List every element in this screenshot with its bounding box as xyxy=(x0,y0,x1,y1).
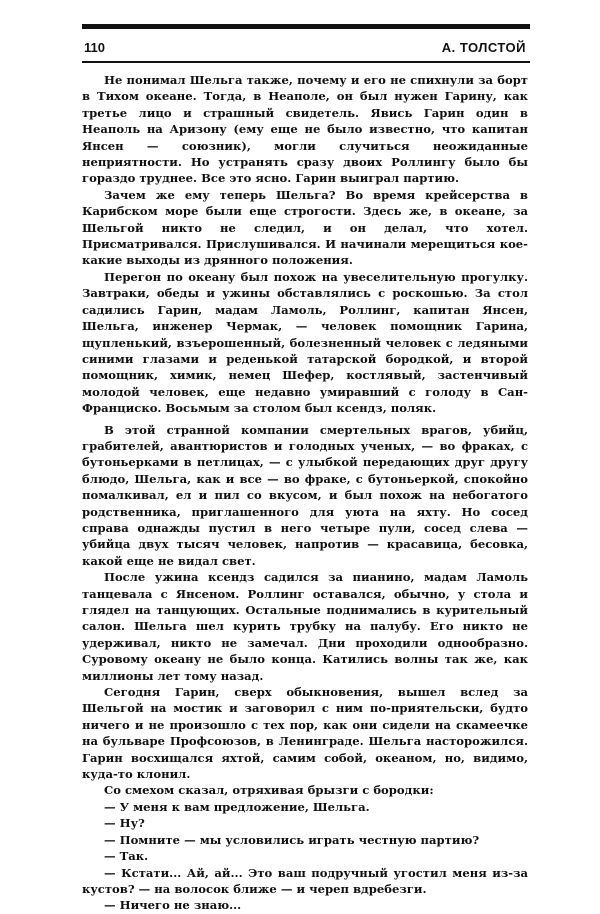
header-rule xyxy=(82,61,530,63)
dialogue-line: — У меня к вам предложение, Шельга. xyxy=(104,799,370,814)
dialogue-line: — Ничего не знаю... xyxy=(104,898,242,913)
dialogue-line: — Кстати... Ай, ай... Это ваш подручный угостил меня из-за кустов? — на волосок ближе — и череп вдребезги. xyxy=(82,865,528,896)
paragraph: Перегон по океану был похож на увеселительную прогулку. Завтраки, обеды и ужины обставлялись с роскошью. За стол садились Гарин, мадам Ламоль, Роллинг, капитан Янсен, Шельга, инженер Чермак, — человек помощник Гарина, щупленький, взъерошенный, болезненный человек с ледяными синими глазами и реденькой татарской бородкой, и второй помощник, химик, немец Шефер, костлявый, застенчивый молодой человек, еще недавно умиравший с голоду в Сан-Франциско. Восьмым за столом был ксендз, поляк. xyxy=(82,269,528,416)
dialogue-line: — Помните — мы условились играть честную партию? xyxy=(104,832,480,847)
paragraph: Со смехом сказал, отряхивая брызги с бородки: xyxy=(104,783,434,798)
dialogue-line: — Ну? xyxy=(104,816,145,831)
paragraph: Зачем же ему теперь Шельга? Во время крейсерства в Карибском море были еще строгости. Здесь же, в океане, за Шельгой никто не следил, и он делал, что хотел. Присматривался. Прислушивался. И начинали мерещиться кое-какие выходы из дрянного положения. xyxy=(82,187,528,268)
running-header xyxy=(82,40,530,58)
running-author: А. ТОЛСТОЙ xyxy=(441,40,526,55)
dialogue-line: — Так. xyxy=(104,849,149,864)
paragraph: Не понимал Шельга также, почему и его не спихнули за борт в Тихом океане. Тогда, в Неаполе, он был нужен Гарину, как третье лицо и страшный свидетель. Явись Гарин один в Неаполь на Аризону (ему еще не было известно, что капитан Янсен — союзник), могли случиться неожиданные неприятности. Но устранять сразу двоих Роллингу было бы гораздо труднее. Все это ясно. Гарин выиграл партию. xyxy=(82,73,528,186)
paragraph: После ужина ксендз садился за пианино, мадам Ламоль танцевала с Янсеном. Роллинг оставался, обычно, у стола и глядел на танцующих. Остальные поднимались в курительный салон. Шельга шел курить трубку на палубу. Его никто не удерживал, никто не замечал. Дни проходили однообразно. Суровому океану не было конца. Катились волны так же, как миллионы лет тому назад. xyxy=(82,570,528,683)
page-number: 110 xyxy=(84,40,105,55)
paragraph: В этой странной компании смертельных врагов, убийц, грабителей, авантюристов и голодных ученых, — во фраках, с бутоньерками в петлицах, — с улыбкой передающих друг другу блюдо, Шельга, как и все — во фраке, с бутоньеркой, спокойно помалкивал, ел и пил со вкусом, и был похож на небогатого родственника, приглашенного для уюта на яхту. Но сосед справа однажды пустил в него четыре пули, сосед слева — убийца двух тысяч человек, напротив — красавица, бесовка, какой еще не видал свет. xyxy=(82,422,528,568)
paragraph: Сегодня Гарин, сверх обыкновения, вышел вслед за Шельгой на мостик и заговорил с ним по-приятельски, будто ничего и не произошло с тех пор, как они сидели на скамеечке на бульваре Профсоюзов, в Ленинграде. Шельга насторожился. Гарин восхищался яхтой, самим собой, океаном, но, видимо, куда-то клонил. xyxy=(82,685,528,782)
body-text xyxy=(82,72,528,914)
top-rule xyxy=(82,24,530,29)
